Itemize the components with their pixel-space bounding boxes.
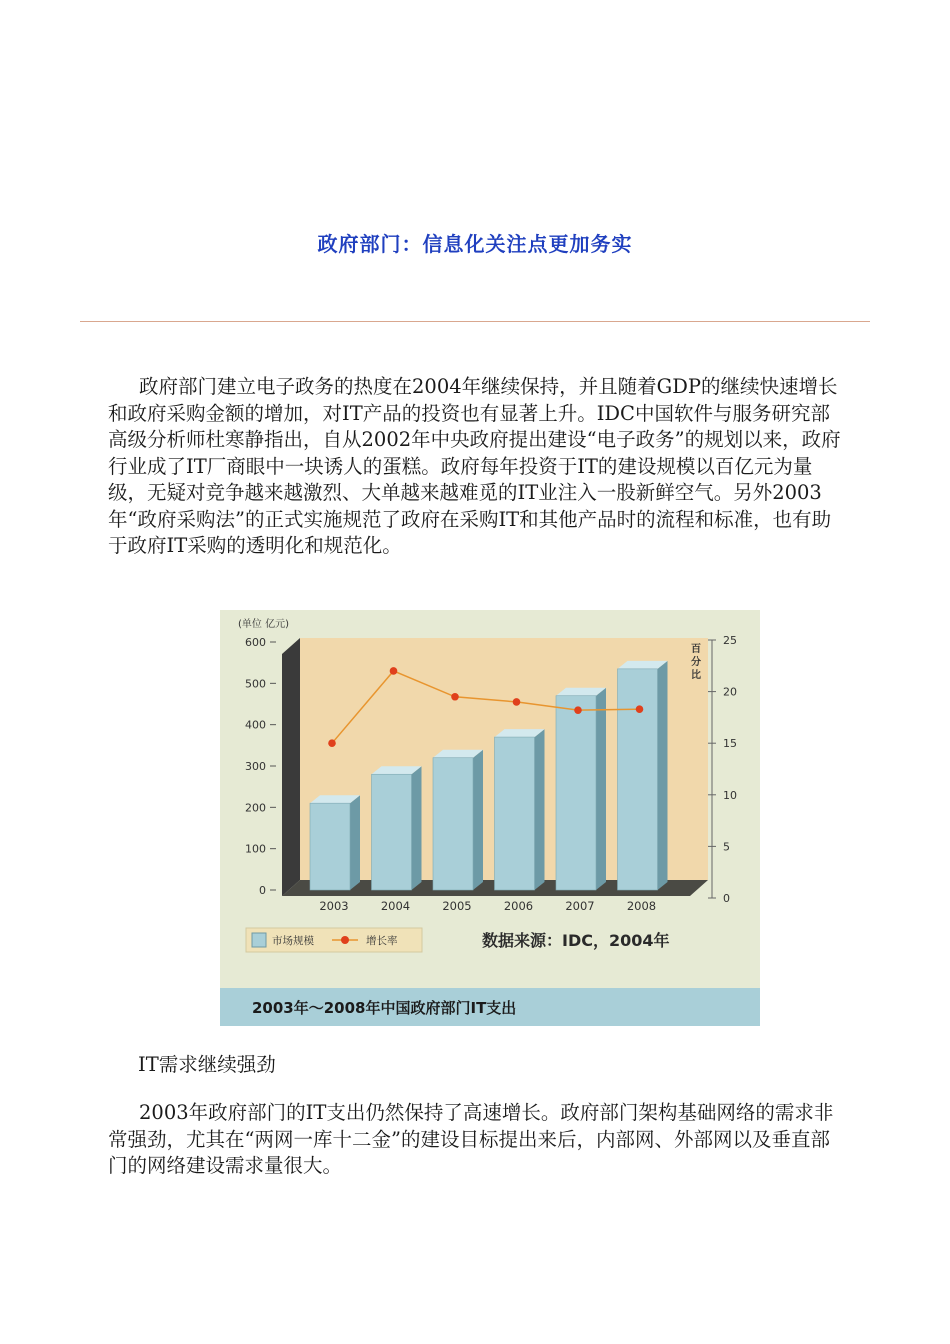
growth-rate-point: [574, 706, 582, 714]
y-left-tick-label: 600: [245, 636, 266, 649]
legend-label-line: 增长率: [366, 935, 398, 947]
body-paragraph-2: 2003年政府部门的IT支出仍然保持了高速增长。政府部门架构基础网络的需求非常强劲，尤其在“两网一库十二金”的建设目标提出来后，内部网、外部网以及垂直部门的网络建设需求量很大。: [108, 1101, 834, 1177]
growth-rate-point: [451, 693, 459, 701]
y-right-tick-label: 15: [723, 737, 737, 751]
x-tick-label: 2003: [319, 899, 349, 913]
x-tick-label: 2004: [380, 899, 411, 913]
x-tick-label: 2007: [565, 899, 595, 913]
x-tick-label: 2008: [626, 899, 657, 913]
bar: [433, 758, 473, 890]
y-left-tick-label: 100: [245, 842, 266, 856]
it-spending-chart: [220, 610, 760, 1026]
y-right-tick-label: 25: [723, 634, 737, 647]
body-paragraph-1: 政府部门建立电子政务的热度在2004年继续保持，并且随着GDP的继续快速增长和政府采购金额的增加，对IT产品的投资也有显著上升。IDC中国软件与服务研究部高级分析师杜寒静指出，自从2002年中央政府提出建设“电子政务”的规划以来，政府行业成了IT厂商眼中一块诱人的蛋糕。政府每年投资于IT的建设规模以百亿元为量级，无疑对竞争越来越激烈、大单越来越难觅的IT业注入一股新鲜空气。另外2003年“政府采购法”的正式实施规范了政府在采购IT和其他产品时的流程和标准，也有助于政府IT采购的透明化和规范化。: [108, 375, 841, 557]
growth-rate-point: [328, 739, 336, 747]
bar-side: [412, 766, 422, 890]
bar-side: [473, 750, 483, 890]
plot-left-wall: [282, 638, 300, 896]
bar: [372, 774, 412, 890]
legend-bar-swatch: [252, 933, 266, 947]
growth-rate-point: [390, 667, 398, 675]
section-subheading: IT需求继续强劲: [138, 1053, 276, 1076]
y-right-unit-char: 比: [691, 670, 701, 681]
legend-marker-swatch: [341, 936, 349, 944]
bar-side: [596, 688, 606, 890]
y-right-unit-char: 分: [691, 657, 701, 668]
growth-rate-point: [513, 698, 521, 706]
growth-rate-point: [636, 705, 644, 713]
bar: [495, 737, 535, 890]
y-left-tick-label: 500: [245, 677, 266, 691]
y-left-tick-label: 200: [245, 801, 266, 815]
y-left-tick-label: 0: [259, 884, 266, 897]
chart-source: 数据来源：IDC，2004年: [482, 931, 670, 950]
y-right-unit-char: 百: [691, 644, 701, 655]
x-tick-label: 2006: [503, 899, 534, 913]
chart-figure: [220, 610, 760, 1026]
bar-side: [535, 729, 545, 890]
bar: [618, 669, 658, 890]
y-right-tick-label: 20: [723, 685, 737, 699]
y-right-tick-label: 10: [723, 788, 737, 802]
y-left-unit: (单位 亿元): [238, 619, 289, 630]
bar-side: [350, 795, 360, 890]
page-title: 政府部门：信息化关注点更加务实: [317, 232, 633, 256]
title-divider: [80, 321, 870, 322]
bar: [310, 803, 350, 890]
y-left-tick-label: 400: [245, 718, 266, 732]
bar: [556, 696, 596, 890]
y-left-tick-label: 300: [245, 760, 266, 773]
legend-label-bar: 市场规模: [272, 935, 314, 947]
y-right-tick-label: 5: [723, 840, 730, 854]
x-tick-label: 2005: [442, 899, 472, 913]
bar-side: [658, 661, 668, 890]
y-right-tick-label: 0: [723, 892, 730, 905]
chart-title: 2003年～2008年中国政府部门IT支出: [252, 999, 517, 1017]
